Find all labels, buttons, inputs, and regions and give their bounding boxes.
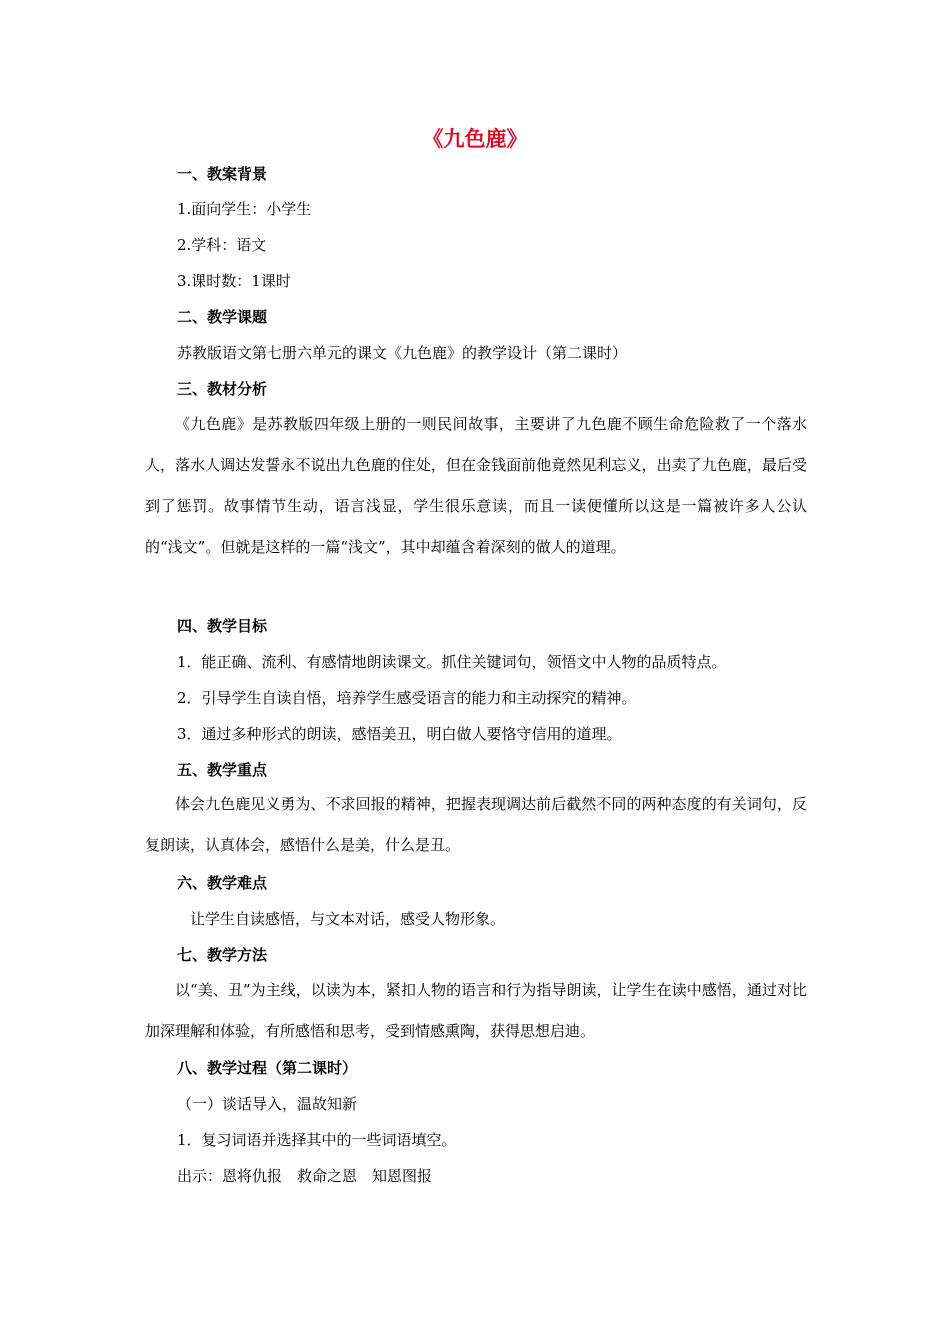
- methods-paragraph: 以“美、丑”为主线，以读为本，紧扣人物的语言和行为指导朗读，让学生在读中感悟，通过对比加深理解和体验，有所感悟和思考，受到情感熏陶，获得思想启迪。: [145, 981, 807, 1040]
- objective-item-2: 2．引导学生自读自悟，培养学生感受语言的能力和主动探究的精神。: [177, 689, 637, 707]
- section-heading-topic: 二、教学课题: [177, 308, 268, 326]
- topic-text: 苏教版语文第七册六单元的课文《九色鹿》的教学设计（第二课时）: [177, 344, 628, 362]
- process-subheading: （一）谈话导入，温故知新: [177, 1095, 358, 1113]
- section-heading-objectives: 四、教学目标: [177, 617, 268, 635]
- objective-item-1: 1．能正确、流利、有感情地朗读课文。抓住关键词句，领悟文中人物的品质特点。: [177, 653, 727, 671]
- section-heading-process: 八、教学过程（第二课时）: [177, 1059, 358, 1077]
- background-line-hours: 3.课时数：1课时: [177, 272, 291, 290]
- section-heading-key-points: 五、教学重点: [177, 761, 268, 779]
- difficulties-text: 让学生自读感悟，与文本对话，感受人物形象。: [190, 910, 506, 928]
- analysis-paragraph: 《九色鹿》是苏教版四年级上册的一则民间故事，主要讲了九色鹿不顾生命危险救了一个落水人，落水人调达发誓永不说出九色鹿的住处，但在金钱面前他竟然见利忘义，出卖了九色鹿，最后受到了惩罚。故事情节生动，语言浅显，学生很乐意读，而且一读便懂所以这是一篇被许多人公认的“浅文”。但就是这样的一篇“浅文”，其中却蕴含着深刻的做人的道理。: [145, 415, 807, 556]
- document-title: 《九色鹿》: [422, 126, 528, 151]
- objective-item-3: 3．通过多种形式的朗读，感悟美丑，明白做人要恪守信用的道理。: [177, 725, 622, 743]
- section-heading-background: 一、教案背景: [177, 165, 268, 183]
- key-points-paragraph: 体会九色鹿见义勇为、不求回报的精神，把握表现调达前后截然不同的两种态度的有关词句，反复朗读，认真体会，感悟什么是美，什么是丑。: [145, 795, 807, 854]
- process-line-1: 1．复习词语并选择其中的一些词语填空。: [177, 1131, 457, 1149]
- section-heading-analysis: 三、教材分析: [177, 380, 268, 398]
- section-heading-difficulties: 六、教学难点: [177, 874, 268, 892]
- section-heading-methods: 七、教学方法: [177, 946, 268, 964]
- process-line-2: 出示：恩将仇报 救命之恩 知恩图报: [177, 1167, 433, 1185]
- background-line-subject: 2.学科：语文: [177, 236, 267, 254]
- background-line-students: 1.面向学生：小学生: [177, 200, 312, 218]
